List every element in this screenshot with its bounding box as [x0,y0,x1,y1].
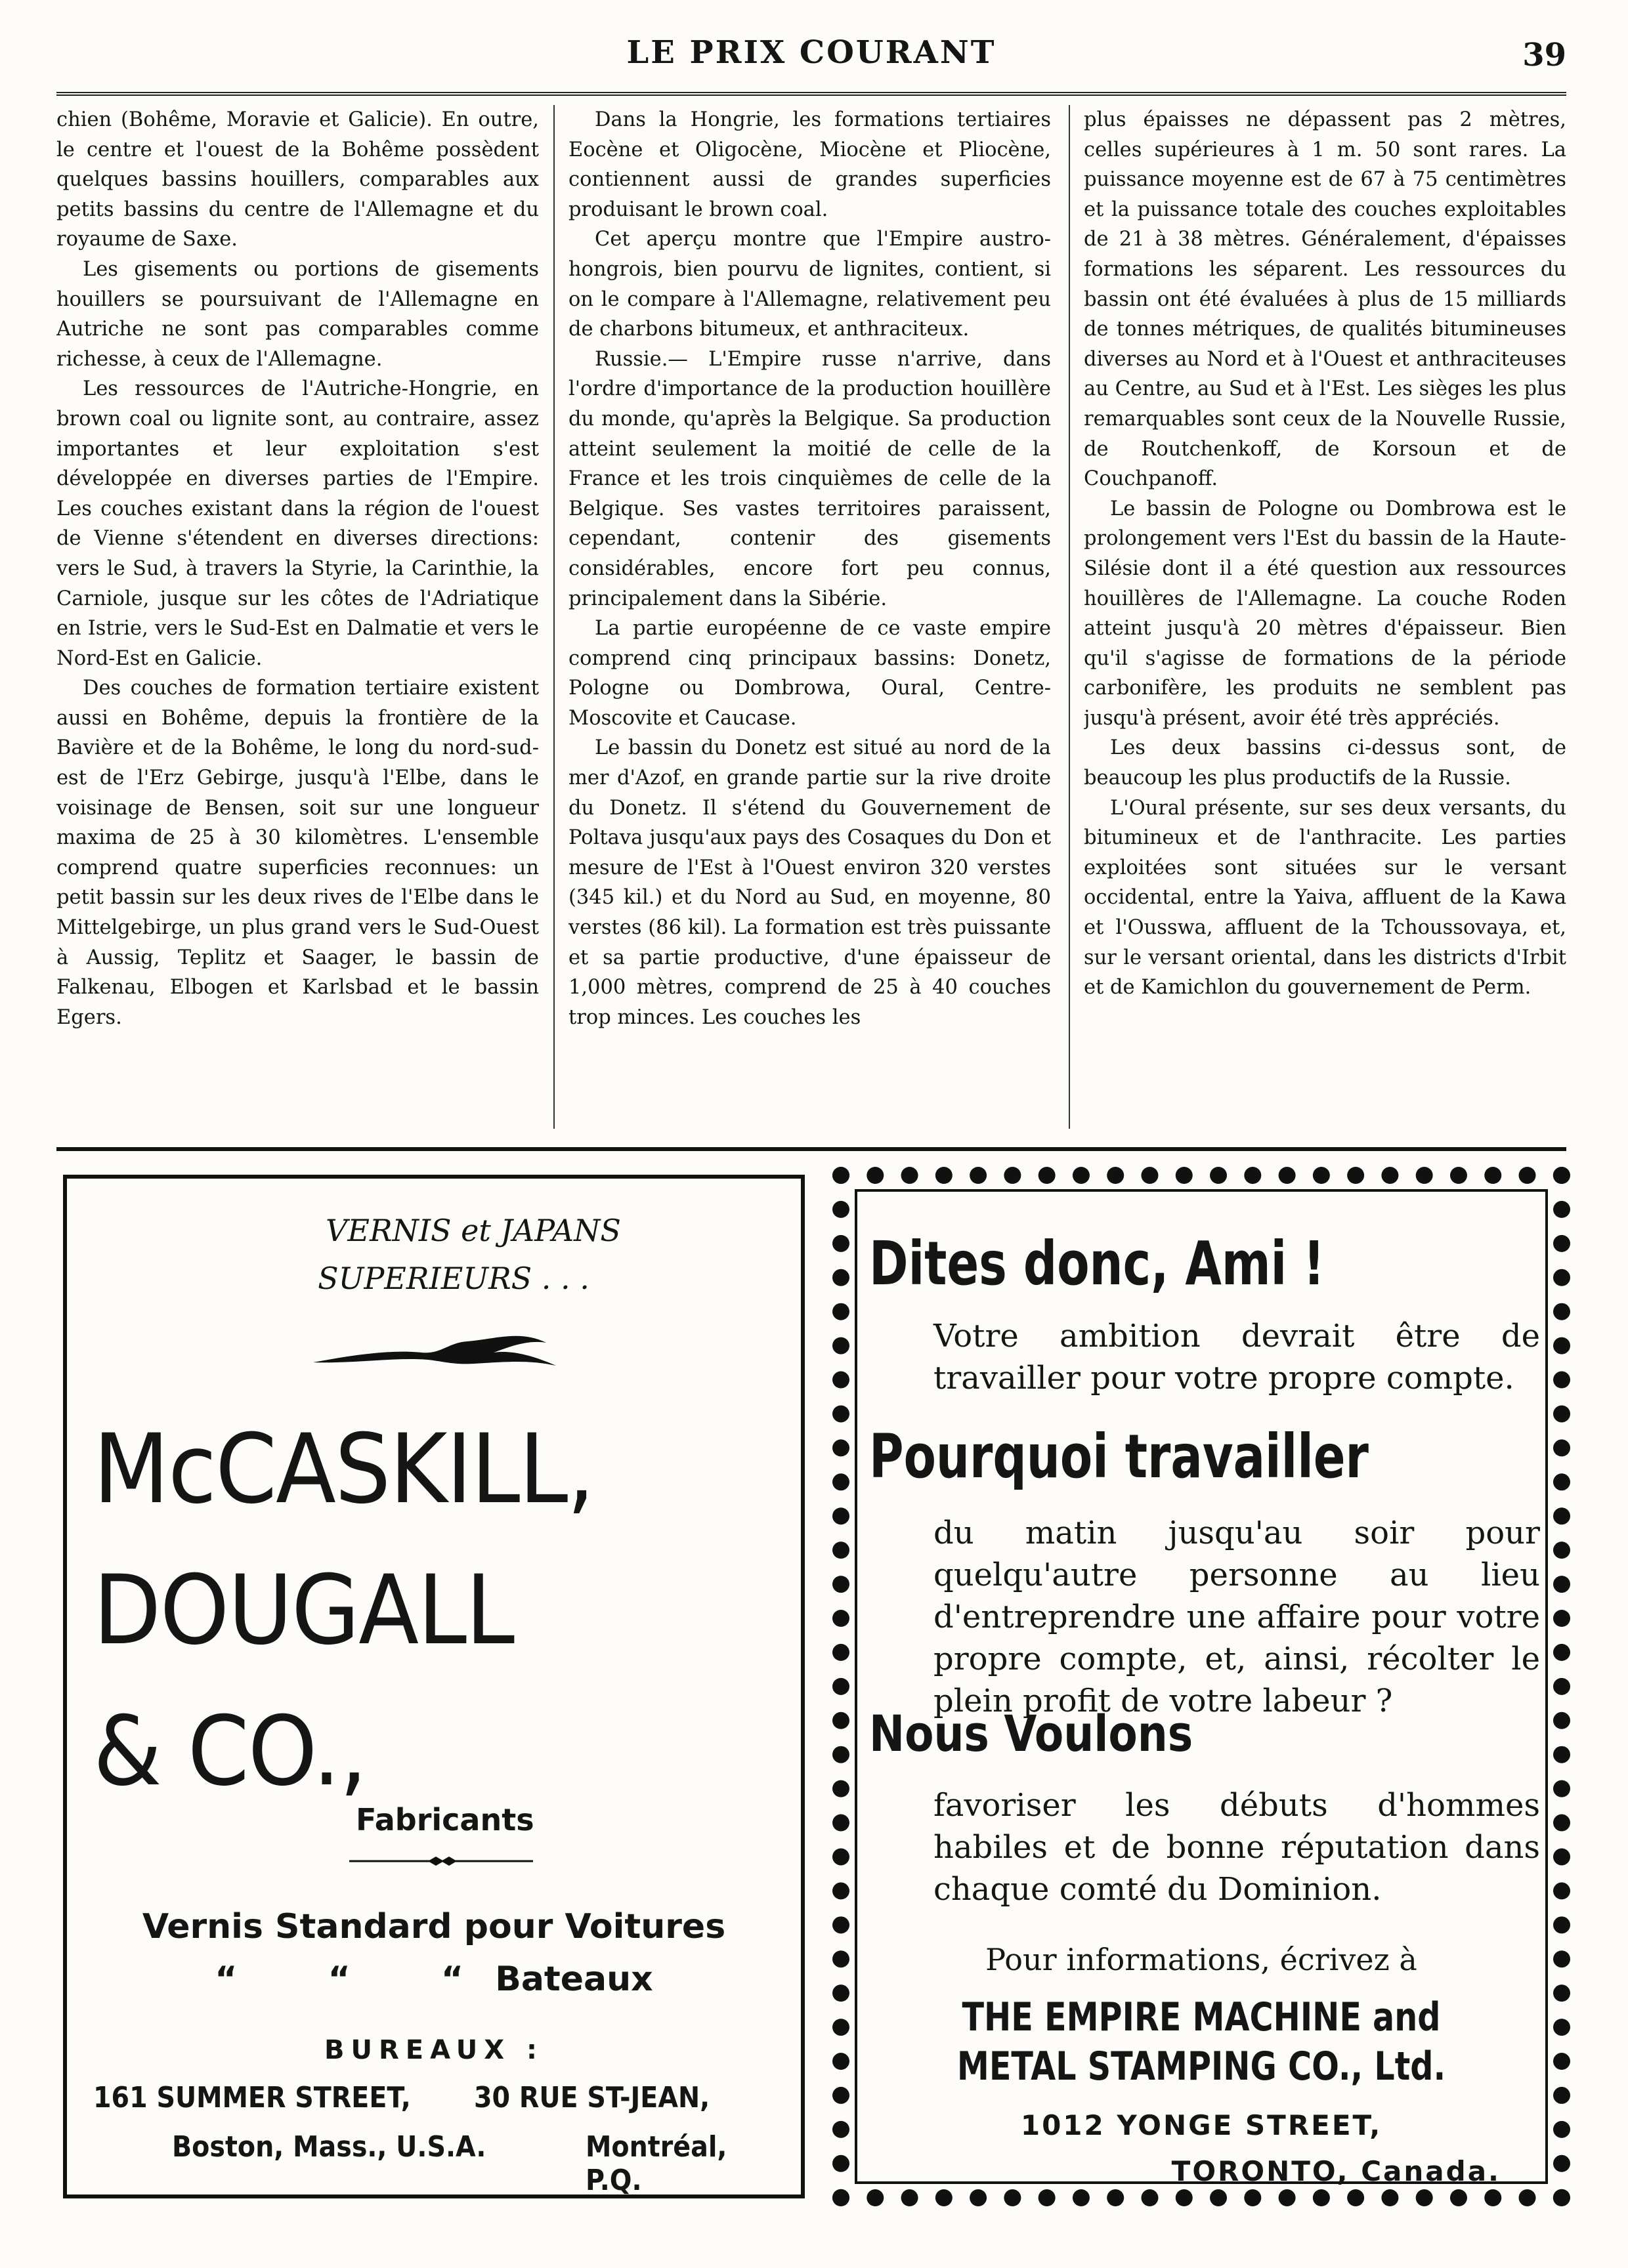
column-divider [1069,105,1070,1129]
address-street: 30 RUE ST-JEAN, [474,2081,710,2114]
article-column-1 [56,105,539,1135]
paragraph: Le bassin du Donetz est situé au nord de la mer d'Azof, en grande partie sur la rive droite du Donetz. Il s'étend du Gouvernement de Poltava jusqu'aux pays des Cosaques du Don et mesure de l'Est à l'Ouest environ 320 verstes (345 kil.) et du Nord au Sud, en moyenne, 80 verstes (86 kil). La formation est très puissante et sa partie productive, d'une épaisseur de 1,000 mètres, comprend de 25 à 40 couches trop minces. Les couches les [568,736,1051,1029]
publication-title: LE PRIX COURANT [626,34,996,71]
address-city: Boston, Mass., U.S.A. [172,2130,486,2164]
ad-info-line: Pour informations, écrivez à [985,1942,1417,1977]
header-rule [56,92,1566,96]
company-name-line: THE EMPIRE MACHINE and [962,1994,1441,2040]
paragraph: Les gisements ou portions de gisements houillers se poursuivant de l'Allemagne en Autriche ne sont pas comparables comme richesse, à ceux de l'Allemagne. [56,257,539,371]
ditto-mark: “ [440,1960,464,1999]
company-name-line: DOUGALL [93,1555,514,1666]
address-city: TORONTO, Canada. [1171,2155,1501,2187]
address-street: 161 SUMMER STREET, [93,2081,411,2114]
flourish-ornament-icon [310,1323,559,1382]
fabricants-label: Fabricants [356,1802,534,1838]
ad-tagline: SUPERIEURS . . . [318,1261,589,1296]
paragraph: plus épaisses ne dépassent pas 2 mètres, celles supérieures à 1 m. 50 sont rares. La puissance moyenne est de 67 à 75 centimètres et la puissance totale des couches exploitables de 21 à 38 mètres. Généralement, d'épaisses formations les séparent. Les ressources du bassin ont été évaluées à plus de 15 milliards de tonnes métriques, de qualités bitumineuses diverses au Nord et à l'Ouest et anthraciteuses au Centre, au Sud et à l'Est. Les sièges les plus remarquables sont ceux de la Nouvelle Russie, de Routchenkoff, de Korsoun et de Couchpanoff. [1084,108,1566,491]
paragraph: Dans la Hongrie, les formations tertiaires Eocène et Oligocène, Miocène et Pliocène, contiennent aussi de grandes superficies produisant le brown coal. [568,108,1051,221]
address-street: 1012 YONGE STREET, [1020,2109,1382,2141]
paragraph: Les ressources de l'Autriche-Hongrie, en brown coal ou lignite sont, au contraire, assez importantes et leur exploitation s'est développée en diverses parties de l'Empire. Les couches existant dans la région de l'ouest de Vienne s'étendent en diverses directions: vers le Sud, à travers la Styrie, la Carinthie, la Carniole, jusque sur les côtes de l'Adriatique en Istrie, vers le Sud-Est en Dalmatie et vers le Nord-Est en Galicie. [56,377,539,670]
article-column-2 [568,105,1051,1135]
product-line: Vernis Standard pour Voitures [142,1907,726,1946]
ad-headline: Pourquoi travailler [869,1421,1369,1492]
section-rule [56,1147,1566,1151]
advertisement-mccaskill [63,1175,805,2198]
advertisement-empire-machine [832,1167,1570,2206]
paragraph: Des couches de formation tertiaire existent aussi en Bohême, depuis la frontière de la Bavière et de la Bohême, le long du nord-sud-est de l'Erz Gebirge, jusqu'à l'Elbe, dans le voisinage de Bensen, soit sur une longueur maxima de 25 à 30 kilomètres. L'ensemble comprend quatre superficies reconnues: un petit bassin sur les deux rives de l'Elbe dans le Mittelgebirge, un plus grand vers le Sud-Ouest à Aussig, Teplitz et Saager, le bassin de Falkenau, Elbogen et Karlsbad et le bassin Egers. [56,677,539,1029]
article-columns [56,105,1566,1135]
page-header [56,34,1566,80]
paragraph: Le bassin de Pologne ou Dombrowa est le prolongement vers l'Est du bassin de la Haute-Silésie dont il a été question aux ressources houillères de l'Allemagne. La couche Roden atteint jusqu'à 20 mètres d'épaisseur. Bien qu'il s'agisse de formations de la période carbonifère, les produits ne semblent pas jusqu'à présent, avoir été très appréciés. [1084,497,1566,730]
ditto-mark: “ [215,1960,238,1999]
product-name: Bateaux [495,1960,653,1999]
paragraph: Les deux bassins ci-dessus sont, de beaucoup les plus productifs de la Russie. [1084,736,1566,790]
ad-headline: Nous Voulons [869,1704,1193,1763]
paragraph: Russie.— L'Empire russe n'arrive, dans l'ordre d'importance de la production houillère du monde, qu'après la Belgique. Sa production atteint seulement la moitié de celle de la France et les trois cinquièmes de celle de la Belgique. Ses vastes territoires paraissent, cependant, contenir des gisements considérables, encore fort peu connus, principalement dans la Sibérie. [568,347,1051,610]
ad-headline: Dites donc, Ami ! [869,1228,1325,1299]
ad-body-text: du matin jusqu'au soir pour quelqu'autre personne au lieu d'entreprendre une affaire pour votre propre compte, et, ainsi, récolter le plein profit de votre labeur ? [933,1515,1540,1719]
company-name-line: McCASKILL, [93,1414,594,1525]
paragraph: chien (Bohême, Moravie et Galicie). En outre, le centre et l'ouest de la Bohême possèdent quelques bassins houillers, comparables aux petits bassins du centre de l'Allemagne et du royaume de Saxe. [56,108,539,251]
address-city: Montréal, P.Q. [586,2130,727,2197]
bureaux-label: BUREAUX : [324,2035,544,2065]
article-column-3 [1084,105,1566,1135]
paragraph: L'Oural présente, sur ses deux versants, du bitumineux et de l'anthracite. Les parties exploitées sont situées sur le versant occidental, entre la Yaiva, affluent de la Kawa et l'Ousswa, affluent de la Tchoussovaya, et, sur le versant oriental, dans les districts d'Irbit et de Kamichlon du gouvernement de Perm. [1084,796,1566,999]
ad-body-text: Votre ambition devrait être de travailler pour votre propre compte. [933,1318,1540,1396]
company-name-line: METAL STAMPING CO., Ltd. [956,2044,1446,2090]
company-name-line: & CO., [93,1696,366,1807]
paragraph: La partie européenne de ce vaste empire comprend cinq principaux bassins: Donetz, Pologne ou Dombrowa, Oural, Centre-Moscovite et Caucase. [568,617,1051,730]
ad-body-text: favoriser les débuts d'hommes habiles et de bonne réputation dans chaque comté du Dominion. [933,1787,1540,1908]
column-divider [553,105,555,1129]
ad-tagline: VERNIS et JAPANS [326,1213,621,1248]
ditto-mark: “ [328,1960,351,1999]
divider-ornament-icon [349,1855,533,1868]
product-line [67,1960,801,1999]
page-number: 39 [1522,37,1566,74]
paragraph: Cet aperçu montre que l'Empire austro-hongrois, bien pourvu de lignites, contient, si on le compare à l'Allemagne, relativement peu de charbons bitumeux, et anthraciteux. [568,228,1051,341]
